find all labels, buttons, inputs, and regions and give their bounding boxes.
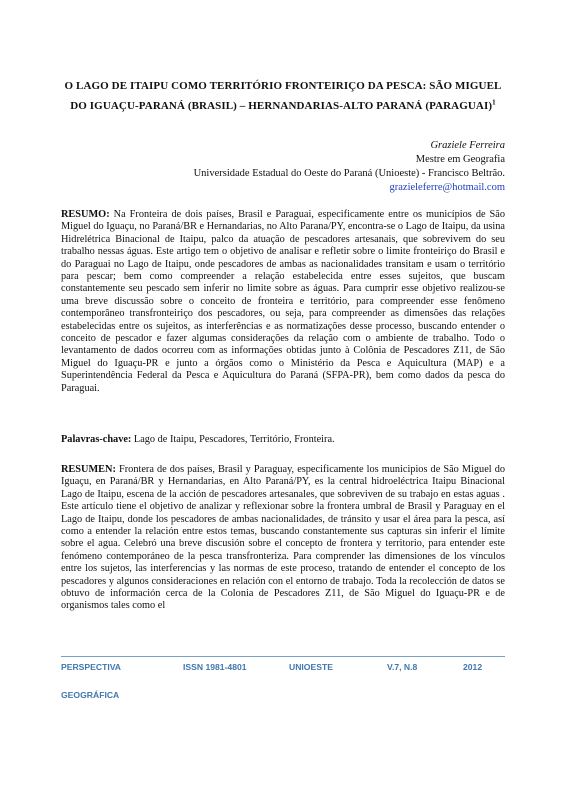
resumen-label: RESUMEN:	[61, 464, 116, 475]
resumen-text: Frontera de dos países, Brasil y Paraguay, especificamente los municipios de São Miguel do Iguaçu, en Paraná/BR y Hernandarias, en Alto Paraná/PY, es la central hidroeléctrica Itaipu Binacional Lago de Itaipu, escena de la acción de pescadores artesanales, que sobreviven de su trabajo en estas aguas . Este artículo tiene el objetivo de analizar y reflexionar sobre la frontera umbral de Brasil y Paraguay en el Lago de Itaipu, donde los pescadores de ambas nacionalidades, de tránsito y usar el área para la pesca, así como a entender la relación entre estos temas, buscando constantemente sus capturas sin inferir el límite sobre el agua. Celebró una breve discusión sobre el concepto de frontera y territorio, para entender este fenómeno contemporáneo de la pesca transfronteriza. Para comprender las dimensiones de los vínculos entre los sujetos, las interferencias y las normas de este proceso, tratando de entender el concepto de los pescadores y algunos consideraciones en relación con el entorno de trabajo. Toda la recolección de datos se obtuvo de información cerca de la Colonia de Pescadores Z11, de São Miguel do Iguaçu-PR e de organismos tales como el	[61, 464, 506, 612]
author-affiliation: Universidade Estadual do Oeste do Paraná (Unioeste) - Francisco Beltrão.	[193, 168, 505, 179]
author-degree: Mestre em Geografia	[415, 154, 505, 165]
title-footnote-mark[interactable]: 1	[492, 98, 496, 107]
page-footer	[61, 661, 505, 702]
footer-year: 2012	[463, 662, 483, 672]
author-block	[194, 139, 505, 195]
keywords-text: Lago de Itaipu, Pescadores, Território, Fronteira.	[133, 434, 335, 445]
resumo-label: RESUMO:	[61, 209, 110, 220]
keywords-line	[61, 434, 505, 446]
author-email-link[interactable]: grazieleferre@hotmail.com	[389, 182, 505, 193]
resumo-text: Na Fronteira de dois países, Brasil e Paraguai, especificamente entre os municípios de São Miguel do Iguaçu, no Paraná/BR e Hernandarias, no Alto Parana/PY, encontra-se o Lago de Itaipu, da usina Hidrelétrica Binacional de Itaipu, palco da atuação de pescadores artesanais, que sobrevivem do seu trabalho nessas águas. Este artigo tem o objetivo de analisar e refletir sobre o limite fronteiriço do Brasil e do Paraguai no Lago de Itaipu, onde pescadores de ambas as nacionalidades transitam e usam o território para pescar; bem como compreender a relação estabelecida entre esses sujeitos, que buscam constantemente seu pescado sem inferir no limite sobre as águas. Para cumprir esse objetivo realizou-se uma breve discussão sobre o conceito de fronteira e território, para compreender esse fenômeno contemporâneo transfronteiriço dos pescadores, ou seja, para compreender as dimensões das relações estabelecidas entre os sujeitos, as interferências e as normatizações desse processo, buscando entender o conceito de pescador e fazer algumas considerações da relação com o ambiente de trabalho. Todo o levantamento de dados ocorreu com as informações obtidas junto à Colônia de Pescadores Z11, de São Miguel do Iguaçu-PR e junto a órgãos como o Ministério da Pesca e Aquicultura (MAP) e a Superintendência Federal da Pesca e Aquicultura do Paraná (SFPA-PR), bem como dados da pesca do Paraguai.	[61, 209, 505, 394]
paper-title-text: O LAGO DE ITAIPU COMO TERRITÓRIO FRONTEIRIÇO DA PESCA: SÃO MIGUEL DO IGUAÇU-PARANÁ (BRASIL) – HERNANDARIAS-ALTO PARANÁ (PARAGUAI)	[64, 80, 502, 112]
footer-issn: ISSN 1981-4801	[183, 662, 247, 672]
keywords-label: Palavras-chave:	[61, 434, 132, 445]
footer-divider	[61, 656, 505, 657]
author-name: Graziele Ferreira	[430, 140, 505, 151]
footer-journal-line1: PERSPECTIVA	[61, 662, 122, 672]
footer-journal-line2: GEOGRÁFICA	[61, 690, 120, 700]
footer-institution: UNIOESTE	[289, 662, 333, 672]
resumen-paragraph	[61, 464, 505, 613]
footer-volume: V.7, N.8	[387, 662, 418, 672]
resumo-paragraph	[61, 209, 505, 395]
paper-title	[61, 76, 505, 116]
